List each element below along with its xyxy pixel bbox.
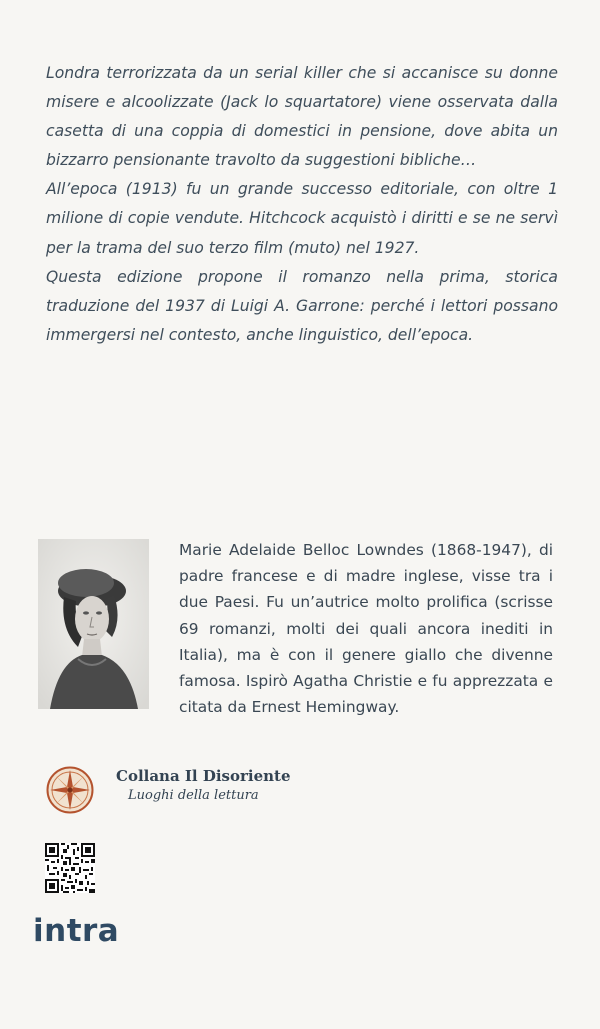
compass-rose-icon: [46, 766, 94, 814]
series-subtitle: Luoghi della lettura: [128, 788, 259, 803]
publisher-logo: intra: [33, 913, 120, 949]
synopsis: [46, 59, 558, 350]
synopsis-paragraph-2: All’epoca (1913) fu un grande successo editoriale, con oltre 1 milione di copie vendute. Hitchcock acquistò i diritti e se ne servì per la trama del suo terzo film (muto) nel 1927.: [46, 180, 558, 257]
synopsis-paragraph-1: Londra terrorizzata da un serial killer che si accanisce su donne misere e alcoolizzate (Jack lo squartatore) viene osservata dalla casetta di una coppia di domestici in pensione, dove abita un bizzarro pensionante travolto da suggestioni bibliche…: [46, 64, 558, 170]
synopsis-paragraph-3: Questa edizione propone il romanzo nella prima, storica traduzione del 1937 di Luigi A. Garrone: perché i lettori possano immergersi nel contesto, anche linguistico, dell’epoca.: [46, 267, 558, 344]
author-bio-text: Marie Adelaide Belloc Lowndes (1868-1947), di padre francese e di madre inglese, visse tra i due Paesi. Fu un’autrice molto prolifica (scrisse 69 romanzi, molti dei quali ancora inediti in Italia), ma è con il genere giallo che divenne famosa. Ispirò Agatha Christie e fu apprezzata e citata da Ernest Hemingway.: [179, 541, 553, 717]
qr-code-icon[interactable]: [45, 843, 95, 893]
author-portrait: [38, 539, 149, 709]
series-block: [116, 766, 291, 806]
author-bio: [179, 537, 553, 720]
author-portrait-illustration: [38, 539, 149, 709]
series-name: Collana Il Disoriente: [116, 767, 291, 785]
